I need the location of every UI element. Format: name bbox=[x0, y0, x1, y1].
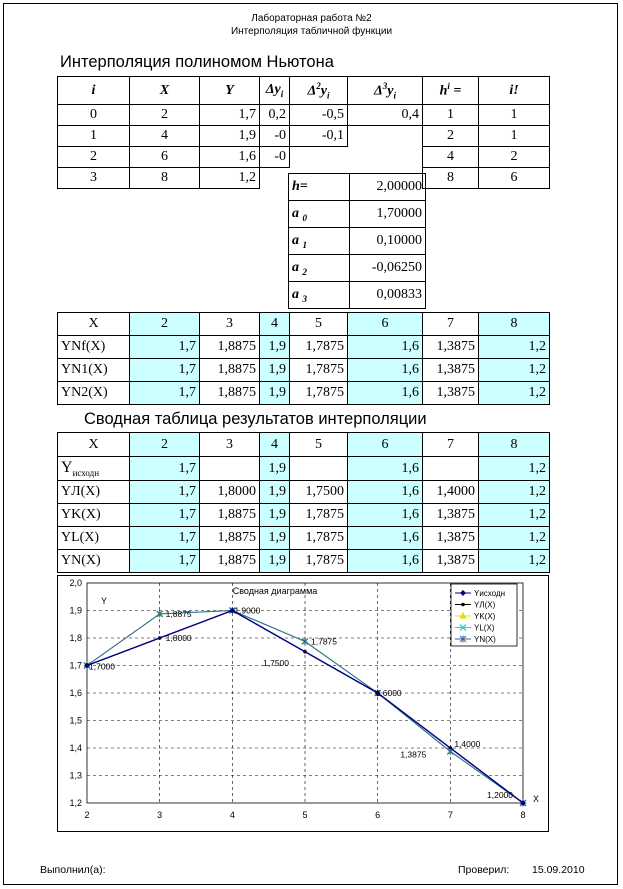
summary-cell: YL(X) bbox=[58, 527, 130, 550]
data-label: 1,3875 bbox=[400, 749, 427, 760]
summary-cell: 1,6 bbox=[348, 481, 423, 504]
summary-cell: 1,8875 bbox=[200, 504, 260, 527]
summary-cell: 1,8875 bbox=[200, 527, 260, 550]
summary-cell: 1,7500 bbox=[290, 481, 348, 504]
newton-cell: -0 bbox=[260, 126, 290, 147]
coeff-row bbox=[289, 255, 426, 282]
ysrc-sub: исходн bbox=[72, 467, 100, 478]
y-cell: 1,7 bbox=[130, 336, 200, 359]
coeff-label bbox=[289, 255, 350, 282]
h-label: h= bbox=[289, 174, 350, 201]
newton-cell: 2 bbox=[479, 147, 550, 168]
y-tick-label: 1,9 bbox=[69, 605, 82, 616]
y-cell: YNf(X) bbox=[58, 336, 130, 359]
coeff-label bbox=[289, 228, 350, 255]
y-axis-label: Y bbox=[101, 596, 108, 606]
summary-cell: YN(X) bbox=[58, 550, 130, 573]
x-cell: 5 bbox=[290, 313, 348, 336]
y-cell: 1,9 bbox=[260, 382, 290, 405]
y-cell: 1,3875 bbox=[423, 382, 479, 405]
summary-row bbox=[58, 550, 550, 573]
newton-cell: 1,2 bbox=[200, 168, 260, 189]
data-label: 1,2000 bbox=[487, 790, 513, 800]
newton-cell: 8 bbox=[130, 168, 200, 189]
coeff-name: a bbox=[292, 232, 299, 248]
footer-checked: Проверил: bbox=[458, 864, 510, 876]
summary-chart bbox=[57, 575, 549, 832]
newton-cell: 0,2 bbox=[260, 105, 290, 126]
summary-x-cell: 5 bbox=[290, 433, 348, 457]
legend-entry-yx-marker bbox=[461, 603, 465, 607]
summary-cell: 1,8875 bbox=[200, 550, 260, 573]
col-fact: i! bbox=[479, 77, 550, 105]
ysrc-label bbox=[58, 457, 130, 481]
chart-legend bbox=[451, 584, 517, 646]
x-cell: 6 bbox=[348, 313, 423, 336]
summary-cell: 1,7 bbox=[130, 527, 200, 550]
coeff-row bbox=[289, 201, 426, 228]
y-cell: 1,2 bbox=[479, 382, 550, 405]
y-tick-label: 2,0 bbox=[69, 578, 82, 588]
x-tick-label: 6 bbox=[375, 810, 381, 820]
summary-cell: 1,2 bbox=[479, 527, 550, 550]
summary-x-cell: X bbox=[58, 433, 130, 457]
summary-cell: 1,7875 bbox=[290, 550, 348, 573]
x-cell: 2 bbox=[130, 313, 200, 336]
ysrc-cell: 1,6 bbox=[348, 457, 423, 481]
summary-cell: YЛ(X) bbox=[58, 481, 130, 504]
x-tick-label: 7 bbox=[447, 810, 453, 820]
newton-cell: 4 bbox=[423, 147, 479, 168]
y-cell: 1,7875 bbox=[290, 336, 348, 359]
summary-cell: 1,7 bbox=[130, 504, 200, 527]
y-cell: 1,7 bbox=[130, 382, 200, 405]
y-cell: 1,6 bbox=[348, 359, 423, 382]
newton-cell: 1 bbox=[58, 126, 130, 147]
ysrc-cell bbox=[200, 457, 260, 481]
coeff-value: 0,00833 bbox=[350, 282, 426, 309]
newton-cell: -0 bbox=[260, 147, 290, 168]
y-tick-label: 1,5 bbox=[69, 715, 82, 726]
coeff-value: -0,06250 bbox=[350, 255, 426, 282]
newton-values-table bbox=[57, 312, 550, 405]
newton-cell: 2 bbox=[423, 126, 479, 147]
x-cell: 7 bbox=[423, 313, 479, 336]
col-dy1: $\Delta y_i$ bbox=[260, 77, 290, 105]
col-y: Y bbox=[200, 77, 260, 105]
x-tick-label: 8 bbox=[520, 810, 526, 820]
summary-cell: 1,8000 bbox=[200, 481, 260, 504]
newton-cell: 1,7 bbox=[200, 105, 260, 126]
footer-done-by: Выполнил(а): bbox=[40, 864, 106, 876]
section2-title: Сводная таблица результатов интерполяции bbox=[84, 410, 427, 428]
summary-cell: 1,6 bbox=[348, 504, 423, 527]
coeff-sub: 0 bbox=[302, 212, 307, 223]
x-tick-label: 2 bbox=[84, 810, 90, 820]
y-cell: 1,2 bbox=[479, 359, 550, 382]
legend-entry-ylx-label: YL(X) bbox=[474, 623, 495, 633]
y-cell: 1,9 bbox=[260, 359, 290, 382]
summary-cell: 1,9 bbox=[260, 550, 290, 573]
summary-cell: 1,9 bbox=[260, 527, 290, 550]
summary-cell: 1,2 bbox=[479, 504, 550, 527]
h-row bbox=[289, 174, 426, 201]
legend-entry-y-label: Yисходн bbox=[474, 589, 506, 598]
y-cell: YN1(X) bbox=[58, 359, 130, 382]
summary-cell: 1,4000 bbox=[423, 481, 479, 504]
y-cell: 1,7875 bbox=[290, 359, 348, 382]
ysrc-cell: 1,9 bbox=[260, 457, 290, 481]
newton-cell: 0,4 bbox=[348, 105, 423, 126]
newton-y-row bbox=[58, 382, 550, 405]
summary-cell: YK(X) bbox=[58, 504, 130, 527]
y-cell: 1,8875 bbox=[200, 359, 260, 382]
data-label: 1,6000 bbox=[375, 688, 402, 698]
y-cell: 1,8875 bbox=[200, 336, 260, 359]
x-axis-label: X bbox=[533, 794, 540, 804]
summary-x-cell: 6 bbox=[348, 433, 423, 457]
chart-title: Сводная диаграмма bbox=[232, 586, 318, 596]
newton-cell: 2 bbox=[130, 105, 200, 126]
newton-x-row bbox=[58, 313, 550, 336]
x-cell: 8 bbox=[479, 313, 550, 336]
col-x: X bbox=[130, 77, 200, 105]
coeff-sub: 1 bbox=[302, 239, 307, 250]
summary-row bbox=[58, 527, 550, 550]
y-tick-label: 1,4 bbox=[69, 743, 82, 753]
x-tick-label: 3 bbox=[157, 810, 163, 820]
newton-cell: 6 bbox=[130, 147, 200, 168]
summary-cell: 1,7875 bbox=[290, 504, 348, 527]
newton-cell bbox=[290, 147, 348, 168]
ysrc-cell: 1,7 bbox=[130, 457, 200, 481]
col-dy2: $\Delta^2y_i$ bbox=[290, 77, 348, 105]
newton-cell: -0,1 bbox=[290, 126, 348, 147]
coeff-value: 1,70000 bbox=[350, 201, 426, 228]
y-cell: 1,9 bbox=[260, 336, 290, 359]
newton-cell: 2 bbox=[58, 147, 130, 168]
newton-cell: 4 bbox=[130, 126, 200, 147]
legend-entry-ynx-label: YN(X) bbox=[474, 635, 496, 644]
newton-cell: 6 bbox=[479, 168, 550, 189]
newton-cell: 1 bbox=[423, 105, 479, 126]
y-cell: 1,6 bbox=[348, 336, 423, 359]
legend-entry-ykx-label: YK(X) bbox=[474, 612, 496, 621]
newton-cell bbox=[260, 168, 290, 189]
col-hi: $h^i$ = bbox=[423, 77, 479, 105]
newton-cell: 1,9 bbox=[200, 126, 260, 147]
summary-x-cell: 3 bbox=[200, 433, 260, 457]
data-label: 1,8000 bbox=[165, 633, 192, 643]
data-label: 1,7500 bbox=[263, 657, 289, 668]
summary-cell: 1,6 bbox=[348, 527, 423, 550]
ysrc-cell bbox=[290, 457, 348, 481]
coeff-sub: 2 bbox=[302, 266, 307, 277]
data-label: 1,9000 bbox=[234, 605, 261, 616]
y-tick-label: 1,6 bbox=[69, 688, 82, 698]
summary-x-cell: 7 bbox=[423, 433, 479, 457]
summary-cell: 1,2 bbox=[479, 481, 550, 504]
chart-svg bbox=[58, 576, 548, 831]
header-line-2: Интерполяция табличной функции bbox=[230, 26, 393, 37]
newton-cell: 3 bbox=[58, 168, 130, 189]
newton-cell: 1 bbox=[479, 126, 550, 147]
coeff-label bbox=[289, 282, 350, 309]
summary-cell: 1,3875 bbox=[423, 527, 479, 550]
y-cell: YN2(X) bbox=[58, 382, 130, 405]
ysrc-cell bbox=[423, 457, 479, 481]
coeff-row bbox=[289, 228, 426, 255]
data-label: 1,4000 bbox=[454, 739, 481, 749]
y-cell: 1,3875 bbox=[423, 336, 479, 359]
summary-cell: 1,7875 bbox=[290, 527, 348, 550]
newton-cell: 1 bbox=[479, 105, 550, 126]
y-cell: 1,7 bbox=[130, 359, 200, 382]
newton-cell bbox=[348, 147, 423, 168]
y-tick-label: 1,3 bbox=[69, 770, 82, 781]
newton-cell: 1,6 bbox=[200, 147, 260, 168]
x-tick-label: 4 bbox=[229, 810, 235, 820]
y-cell: 1,2 bbox=[479, 336, 550, 359]
x-cell: 4 bbox=[260, 313, 290, 336]
summary-cell: 1,9 bbox=[260, 481, 290, 504]
header-line-1: Лабораторная работа №2 bbox=[251, 13, 372, 24]
data-label: 1,8875 bbox=[165, 608, 192, 619]
summary-x-cell: 4 bbox=[260, 433, 290, 457]
data-label: 1,7000 bbox=[89, 661, 115, 672]
summary-row bbox=[58, 504, 550, 527]
y-cell: 1,8875 bbox=[200, 382, 260, 405]
col-i: i bbox=[58, 77, 130, 105]
newton-y-row bbox=[58, 336, 550, 359]
coeff-name: a bbox=[292, 205, 299, 221]
newton-row bbox=[58, 147, 550, 168]
x-cell: X bbox=[58, 313, 130, 336]
legend-entry-yx-label: YЛ(X) bbox=[474, 600, 496, 610]
coeff-name: a bbox=[292, 286, 299, 302]
summary-cell: 1,3875 bbox=[423, 550, 479, 573]
coeff-row bbox=[289, 282, 426, 309]
coeff-label bbox=[289, 201, 350, 228]
footer-date: 15.09.2010 bbox=[532, 864, 585, 876]
summary-ysrc-row bbox=[58, 457, 550, 481]
y-cell: 1,7875 bbox=[290, 382, 348, 405]
summary-cell: 1,2 bbox=[479, 550, 550, 573]
summary-x-cell: 8 bbox=[479, 433, 550, 457]
newton-row bbox=[58, 126, 550, 147]
y-tick-label: 1,7 bbox=[69, 660, 82, 671]
section1-title: Интерполяция полиномом Ньютона bbox=[60, 53, 334, 71]
newton-cell: -0,5 bbox=[290, 105, 348, 126]
newton-header-row bbox=[58, 77, 550, 105]
h-value: 2,00000 bbox=[350, 174, 426, 201]
coeff-sub: 3 bbox=[302, 293, 307, 304]
summary-x-cell: 2 bbox=[130, 433, 200, 457]
newton-cell: 0 bbox=[58, 105, 130, 126]
x-cell: 3 bbox=[200, 313, 260, 336]
newton-row bbox=[58, 105, 550, 126]
summary-cell: 1,7 bbox=[130, 481, 200, 504]
newton-cell: 8 bbox=[423, 168, 479, 189]
newton-y-row bbox=[58, 359, 550, 382]
coeff-value: 0,10000 bbox=[350, 228, 426, 255]
ysrc-cell: 1,2 bbox=[479, 457, 550, 481]
summary-x-row bbox=[58, 433, 550, 457]
summary-cell: 1,6 bbox=[348, 550, 423, 573]
col-dy3: $\Delta^3y_i$ bbox=[348, 77, 423, 105]
summary-table bbox=[57, 432, 550, 573]
summary-cell: 1,9 bbox=[260, 504, 290, 527]
y-cell: 1,6 bbox=[348, 382, 423, 405]
y-tick-label: 1,8 bbox=[69, 633, 82, 643]
coeff-name: a bbox=[292, 259, 299, 275]
summary-cell: 1,7 bbox=[130, 550, 200, 573]
newton-cell bbox=[348, 126, 423, 147]
x-tick-label: 5 bbox=[302, 810, 308, 820]
coeff-table bbox=[288, 173, 426, 309]
data-label: 1,7875 bbox=[311, 636, 337, 647]
summary-cell: 1,3875 bbox=[423, 504, 479, 527]
summary-row bbox=[58, 481, 550, 504]
y-tick-label: 1,2 bbox=[69, 798, 82, 808]
y-cell: 1,3875 bbox=[423, 359, 479, 382]
ysrc-main: Y bbox=[61, 459, 73, 477]
